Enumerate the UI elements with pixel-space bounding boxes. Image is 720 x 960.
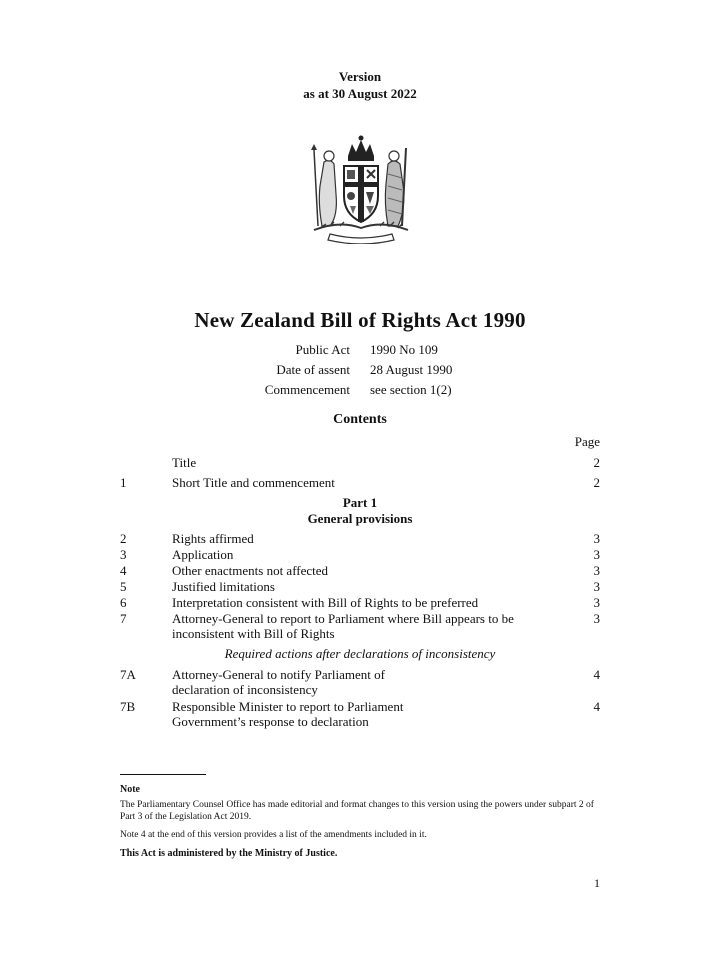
meta-row-commencement xyxy=(0,382,720,402)
toc-entry-5[interactable] xyxy=(0,579,720,595)
toc-page: 3 xyxy=(593,563,600,578)
meta-row-date-of-assent xyxy=(0,362,720,382)
toc-number: 3 xyxy=(120,547,127,562)
toc-page: 4 xyxy=(593,699,600,714)
toc-page: 3 xyxy=(593,579,600,594)
page-column-heading: Page xyxy=(574,434,600,449)
toc-number: 5 xyxy=(120,579,127,594)
toc-text: Interpretation consistent with Bill of Rights to be preferred xyxy=(172,595,479,610)
toc-number: 7A xyxy=(120,667,136,682)
new-zealand-coat-of-arms-icon xyxy=(300,134,422,244)
toc-page: 3 xyxy=(593,611,600,626)
toc-entry-3[interactable] xyxy=(0,547,720,563)
toc-entry-1[interactable] xyxy=(0,475,720,491)
toc-text: Title xyxy=(172,455,197,470)
meta-value: 28 August 1990 xyxy=(370,362,453,377)
toc-page: 2 xyxy=(593,475,600,490)
toc-page: 2 xyxy=(593,455,600,470)
toc-entry-title[interactable] xyxy=(0,455,720,471)
toc-text: Application xyxy=(172,547,234,562)
toc-entry-7a[interactable] xyxy=(0,667,720,699)
toc-number: 1 xyxy=(120,475,127,490)
toc-page: 3 xyxy=(593,531,600,546)
act-title: New Zealand Bill of Rights Act 1990 xyxy=(194,308,526,332)
toc-number: 2 xyxy=(120,531,127,546)
toc-number: 7 xyxy=(120,611,127,626)
note-divider xyxy=(120,774,206,775)
toc-text: Other enactments not affected xyxy=(172,563,329,578)
meta-label: Date of assent xyxy=(276,362,350,377)
toc-number: 7B xyxy=(120,699,136,714)
contents-heading: Contents xyxy=(333,412,387,427)
toc-entry-7[interactable] xyxy=(0,611,720,643)
toc-text: Short Title and commencement xyxy=(172,475,335,490)
version-date: as at 30 August 2022 xyxy=(303,86,417,101)
toc-entry-2[interactable] xyxy=(0,531,720,547)
part-title: General provisions xyxy=(307,511,413,526)
note-paragraph-1: The Parliamentary Counsel Office has made editorial and format changes to this version using the powers under subpart 2 of Part 3 of the Legislation Act 2019. xyxy=(120,800,594,822)
note-paragraph-2: Note 4 at the end of this version provides a list of the amendments included in it. xyxy=(120,830,427,840)
toc-entry-6[interactable] xyxy=(0,595,720,611)
note-heading: Note xyxy=(120,784,140,795)
meta-label: Public Act xyxy=(295,342,350,357)
note-administered-by: This Act is administered by the Ministry of Justice. xyxy=(120,848,338,859)
toc-text: Attorney-General to notify Parliament of declaration of inconsistency xyxy=(172,667,385,697)
meta-label: Commencement xyxy=(264,382,350,397)
toc-text: Justified limitations xyxy=(172,579,275,594)
toc-page: 4 xyxy=(593,667,600,682)
toc-subheading: Required actions after declarations of inconsistency xyxy=(224,646,496,661)
version-label: Version xyxy=(338,69,382,84)
toc-number: 6 xyxy=(120,595,127,610)
toc-text: Attorney-General to report to Parliament where Bill appears to be inconsistent with Bill of Rights xyxy=(172,611,514,641)
toc-entry-7b[interactable] xyxy=(0,699,720,731)
toc-number: 4 xyxy=(120,563,127,578)
part-label: Part 1 xyxy=(342,495,378,510)
toc-text: Rights affirmed xyxy=(172,531,254,546)
toc-text: Responsible Minister to report to Parliament Government’s response to declaration xyxy=(172,699,404,729)
meta-row-public-act xyxy=(0,342,720,362)
part-heading xyxy=(0,495,720,527)
meta-value: 1990 No 109 xyxy=(370,342,438,357)
toc-page: 3 xyxy=(593,547,600,562)
toc-entry-4[interactable] xyxy=(0,563,720,579)
page-number: 1 xyxy=(594,876,600,890)
toc-page: 3 xyxy=(593,595,600,610)
version-header xyxy=(0,68,720,102)
meta-value: see section 1(2) xyxy=(370,382,452,397)
